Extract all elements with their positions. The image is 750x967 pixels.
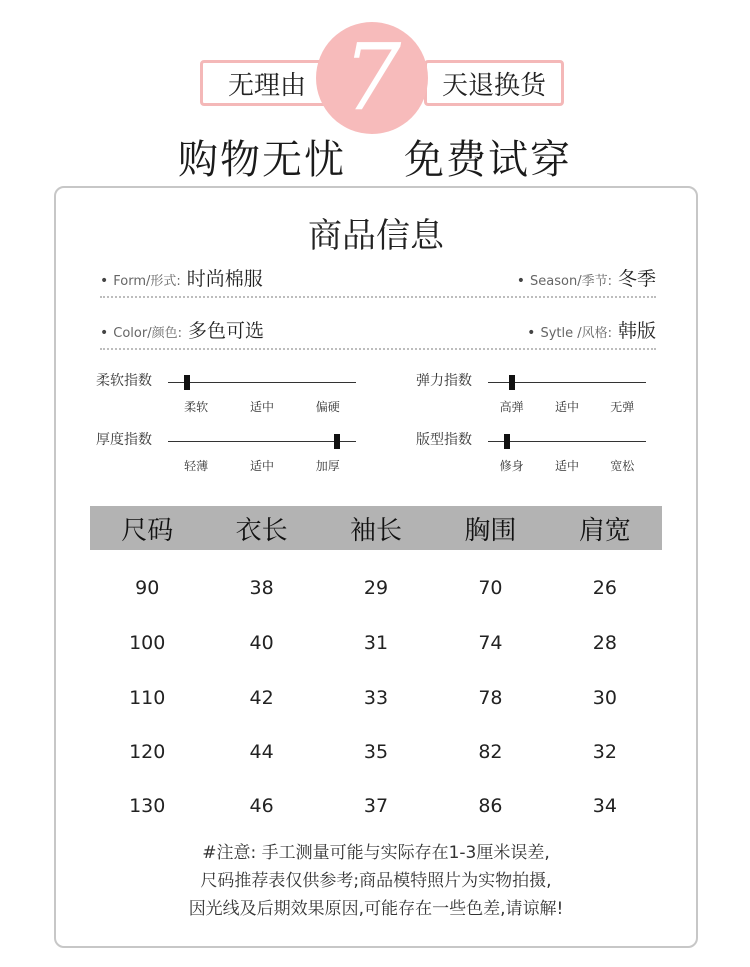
table-cell: 40: [249, 632, 274, 654]
table-cell: 42: [249, 687, 274, 709]
info-form: [100, 264, 263, 291]
indicator-option: 适中: [249, 459, 275, 473]
indicator-title: 柔软指数: [96, 373, 152, 389]
info-style-label: Sytle /风格:: [540, 326, 612, 341]
table-cell: 100: [129, 632, 166, 654]
bullet-icon: •: [527, 325, 536, 341]
table-row: [90, 732, 662, 772]
table-cell: 28: [592, 632, 617, 654]
info-row-color-style: [100, 310, 656, 350]
bullet-icon: •: [516, 273, 526, 289]
info-form-label: Form/形式:: [113, 274, 181, 289]
table-header-cell: 衣长: [235, 515, 288, 546]
table-cell: 37: [363, 795, 389, 817]
indicator-option: 修身: [499, 459, 524, 473]
table-header-cell: 肩宽: [578, 515, 631, 546]
table-cell: 32: [592, 741, 617, 763]
info-season: [517, 264, 656, 291]
table-row: [90, 623, 662, 663]
indicator-title: 弹力指数: [416, 373, 472, 389]
table-cell: 86: [478, 795, 503, 817]
badge-left-box: [200, 60, 334, 106]
table-cell: 130: [129, 795, 166, 817]
indicator-elasticity: [416, 370, 646, 430]
info-color-value: 多色可选: [187, 320, 264, 342]
info-row-form-season: [100, 258, 656, 298]
dotted-divider: [100, 348, 656, 350]
info-color-label: Color/颜色:: [113, 326, 182, 341]
table-cell: 82: [478, 741, 503, 763]
indicator-track: [488, 441, 646, 442]
product-info-card: [54, 186, 698, 948]
badge-right-box: [424, 60, 564, 106]
table-header-cell: 胸围: [464, 515, 517, 546]
table-cell: 31: [363, 632, 389, 654]
info-style-value: 韩版: [617, 320, 656, 342]
table-cell: 34: [592, 795, 617, 817]
table-cell: 26: [592, 577, 617, 599]
indicator-marker: [509, 375, 515, 390]
indicator-marker: [504, 434, 510, 449]
table-cell: 33: [363, 687, 389, 709]
table-header-cell: 尺码: [121, 515, 174, 546]
table-cell: 44: [249, 741, 274, 763]
table-cell: 90: [135, 577, 160, 599]
bullet-icon: •: [100, 273, 109, 289]
table-cell: 74: [478, 632, 503, 654]
badge-left-text: 无理由: [227, 70, 306, 101]
info-season-label: Season/季节:: [530, 274, 612, 289]
info-color: [100, 316, 264, 343]
indicator-title: 厚度指数: [96, 432, 152, 448]
days-number-badge: 7: [316, 22, 428, 134]
slogan-left: 购物无忧: [178, 137, 346, 183]
note-line: #注意: 手工测量可能与实际存在1-3厘米误差,: [202, 843, 550, 863]
size-table-header: [90, 506, 662, 550]
table-cell: 30: [592, 687, 617, 709]
info-season-value: 冬季: [617, 268, 656, 290]
table-header-cell: 袖长: [350, 515, 403, 546]
indicator-option: 偏硬: [315, 400, 340, 414]
info-style: [527, 316, 656, 343]
table-row: [90, 568, 662, 608]
slogan-right: 免费试穿: [404, 137, 572, 183]
table-cell: 120: [129, 741, 166, 763]
info-form-value: 时尚棉服: [186, 268, 263, 290]
indicator-marker: [184, 375, 190, 390]
indicator-option: 适中: [249, 400, 275, 414]
table-cell: 46: [249, 795, 274, 817]
indicator-fit: [416, 429, 646, 489]
indicator-option: 柔软: [184, 400, 209, 414]
table-cell: 29: [363, 577, 389, 599]
indicator-option: 无弹: [610, 400, 635, 414]
indicator-title: 版型指数: [416, 432, 472, 448]
note-line: 因光线及后期效果原因,可能存在一些色差,请谅解!: [188, 899, 564, 919]
indicator-thickness: [96, 429, 356, 489]
note-line: 尺码推荐表仅供参考;商品模特照片为实物拍摄,: [200, 871, 552, 891]
table-cell: 35: [363, 741, 389, 763]
indicator-option: 加厚: [315, 459, 340, 473]
dotted-divider: [100, 296, 656, 298]
indicator-track: [168, 382, 356, 383]
indicator-option: 轻薄: [184, 459, 209, 473]
card-title: 商品信息: [308, 216, 444, 256]
table-row: [90, 786, 662, 826]
badge-right-text: 天退换货: [441, 70, 546, 101]
table-row: [90, 678, 662, 718]
indicator-option: 适中: [554, 459, 580, 473]
table-cell: 78: [478, 687, 503, 709]
indicator-softness: [96, 370, 356, 430]
indicator-marker: [334, 434, 340, 449]
table-cell: 38: [249, 577, 274, 599]
indicator-option: 宽松: [610, 459, 635, 473]
indicator-track: [168, 441, 356, 442]
table-cell: 110: [129, 687, 166, 709]
indicator-option: 高弹: [499, 400, 524, 414]
bullet-icon: •: [100, 325, 109, 341]
indicator-option: 适中: [554, 400, 580, 414]
table-cell: 70: [478, 577, 503, 599]
